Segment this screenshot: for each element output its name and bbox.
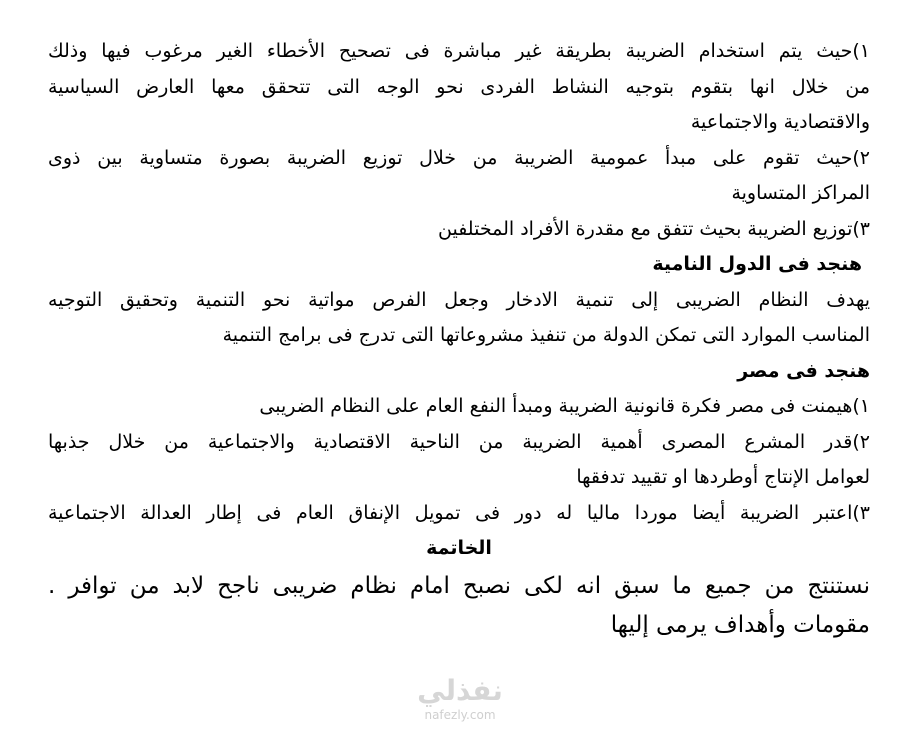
paragraph-line: من خلال انها بتقوم بتوجيه النشاط الفردى نحو الوجه التى تتحقق معها العارض السياسية: [48, 75, 870, 98]
watermark-url: nafezly.com: [424, 708, 496, 722]
watermark-logo: نفذلي: [417, 674, 503, 707]
paragraph-line: ١)حيث يتم استخدام الضريبة بطريقة غير مباشرة فى تصحيح الأخطاء الغير مرغوب فيها وذلك: [48, 40, 870, 62]
paragraph-line: ٢)قدر المشرع المصرى أهمية الضريبة من الناحية الاقتصادية والاجتماعية من خلال جذبها: [48, 430, 870, 453]
paragraph-line: المناسب الموارد التى تمكن الدولة من تنفيذ مشروعاتها التى تدرج فى برامج التنمية: [222, 324, 870, 346]
heading-developing-countries: هنجد فى الدول النامية: [652, 253, 862, 275]
paragraph-line: ٣)توزيع الضريبة بحيث تتفق مع مقدرة الأفراد المختلفين: [438, 217, 870, 240]
conclusion-heading: الخاتمة: [426, 537, 492, 559]
paragraph-line: ٢)حيث تقوم على مبدأ عمومية الضريبة من خلال توزيع الضريبة بصورة متساوية بين ذوى: [48, 146, 870, 169]
paragraph-line: يهدف النظام الضريبى إلى تنمية الادخار وجعل الفرص مواتية نحو التنمية وتحقيق التوجيه: [48, 288, 870, 311]
paragraph-line: لعوامل الإنتاج أوطردها او تقييد تدفقها: [576, 466, 870, 488]
heading-egypt: هنجد فى مصر: [737, 359, 870, 382]
paragraph-line: ١)هيمنت فى مصر فكرة قانونية الضريبة ومبدأ النفع العام على النظام الضريبى: [259, 395, 870, 417]
paragraph-line: المراكز المتساوية: [731, 182, 870, 204]
conclusion-line: نستنتج من جميع ما سبق انه لكى نصبح امام نظام ضريبى ناجح لابد من توافر .: [48, 572, 870, 599]
paragraph-line: ٣)اعتبر الضريبة أيضا موردا ماليا له دور فى تمويل الإنفاق العام فى إطار العدالة الاجتماعية: [48, 501, 870, 524]
paragraph-line: والاقتصادية والاجتماعية: [690, 111, 870, 133]
document-body: [48, 34, 870, 645]
conclusion-line: مقومات وأهداف يرمى إليها: [610, 611, 870, 638]
watermark: [400, 674, 520, 722]
